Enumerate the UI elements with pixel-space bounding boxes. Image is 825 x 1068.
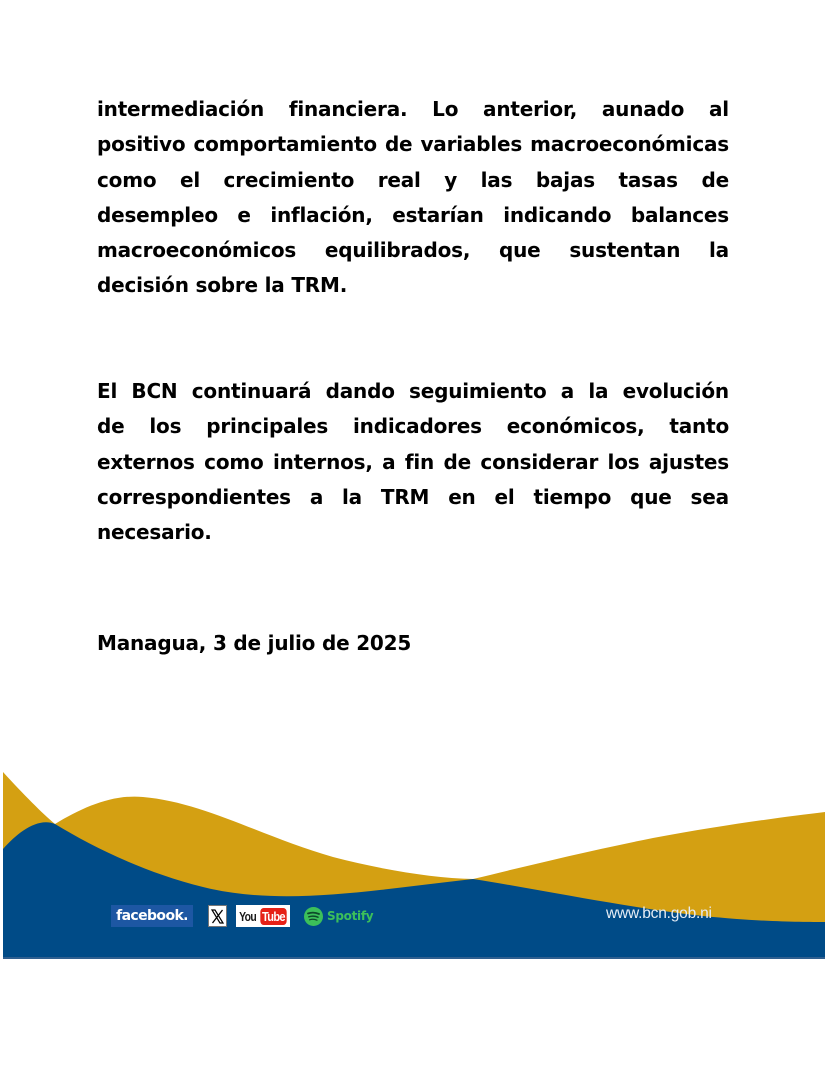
word: tiempo [533, 484, 612, 509]
word: variables [420, 132, 523, 157]
word: a [560, 379, 575, 403]
word: a [309, 484, 324, 509]
word: en [448, 484, 476, 509]
text-line [97, 92, 729, 127]
word: desempleo [97, 202, 218, 227]
word: principales [206, 414, 329, 439]
word: tanto [669, 414, 729, 439]
word: las [480, 167, 513, 192]
text-line [97, 445, 729, 480]
word: seguimiento [409, 379, 547, 403]
dateline-text: Managua, 3 de julio de 2025 [97, 631, 412, 655]
word: considerar [480, 449, 599, 474]
facebook-label: facebook. [116, 908, 188, 924]
word: y [444, 167, 458, 192]
spotify-icon [304, 907, 323, 926]
text-line [97, 515, 729, 550]
word: real [377, 167, 421, 192]
word: sea [690, 484, 729, 509]
word: de [701, 167, 729, 192]
word: El [97, 379, 118, 403]
word: de [97, 414, 125, 439]
footer-banner [3, 772, 825, 959]
x-icon [211, 909, 224, 924]
word: de [384, 132, 413, 157]
word: evolución [622, 379, 729, 403]
text-line [97, 198, 729, 233]
word: financiera. [288, 97, 408, 121]
word: crecimiento [223, 167, 355, 192]
word: la [588, 379, 609, 403]
word: macroeconómicos [97, 238, 297, 263]
word: balances [630, 202, 729, 227]
word: que [499, 238, 541, 263]
text-line [97, 374, 729, 409]
word: inflación, [270, 202, 373, 227]
word: continuará [191, 379, 312, 403]
text-line [97, 268, 729, 303]
word: anterior, [483, 97, 578, 121]
word: los [607, 449, 640, 474]
spotify-link[interactable] [304, 907, 373, 926]
word: correspondientes [97, 484, 291, 509]
text-line [97, 233, 729, 268]
word: tasas [618, 167, 678, 192]
word: indicadores [353, 414, 482, 439]
word: TRM [380, 484, 430, 509]
word: intermediación [97, 97, 265, 121]
word: aunado [601, 97, 685, 121]
text-line [97, 127, 729, 162]
word: fin [404, 449, 435, 474]
text-line [97, 480, 729, 515]
paragraph-intermediacion [97, 92, 729, 304]
word: como [97, 167, 157, 192]
word: BCN [131, 379, 178, 403]
word: como [204, 449, 264, 474]
word: externos [97, 449, 195, 474]
word: a [382, 449, 396, 474]
word: sustentan [569, 238, 681, 263]
x-twitter-link[interactable] [208, 905, 227, 927]
word: estarían [392, 202, 484, 227]
word: la [342, 484, 362, 509]
word: dando [325, 379, 395, 403]
word: el [494, 484, 515, 509]
paragraph-seguimiento [97, 374, 729, 550]
word: bajas [535, 167, 595, 192]
wave-graphic [3, 772, 825, 959]
spotify-label: Spotify [327, 909, 374, 923]
word: el [179, 167, 200, 192]
word: los [149, 414, 182, 439]
text-line [97, 409, 729, 444]
youtube-link[interactable] [236, 905, 290, 927]
word: económicos, [506, 414, 645, 439]
word: necesario. [97, 520, 212, 545]
youtube-tube-text: Tube [262, 908, 286, 924]
youtube-you-text: You [239, 908, 257, 924]
text-line [97, 163, 729, 198]
word: Lo [432, 97, 459, 121]
social-links [111, 904, 373, 928]
word: indicando [503, 202, 612, 227]
word: equilibrados, [324, 238, 471, 263]
word: al [708, 97, 729, 121]
word: decisión sobre la TRM. [97, 273, 348, 298]
facebook-link[interactable] [111, 905, 193, 927]
word: de [443, 449, 471, 474]
website-link[interactable]: www.bcn.gob.ni [606, 905, 712, 922]
word: e [237, 202, 251, 227]
word: positivo [97, 132, 186, 157]
word: ajustes [648, 449, 729, 474]
word: comportamiento [193, 132, 377, 157]
word: que [630, 484, 672, 509]
dateline [97, 626, 729, 661]
word: la [709, 238, 729, 263]
word: macroeconómicas [530, 132, 729, 157]
word: internos, [272, 449, 373, 474]
